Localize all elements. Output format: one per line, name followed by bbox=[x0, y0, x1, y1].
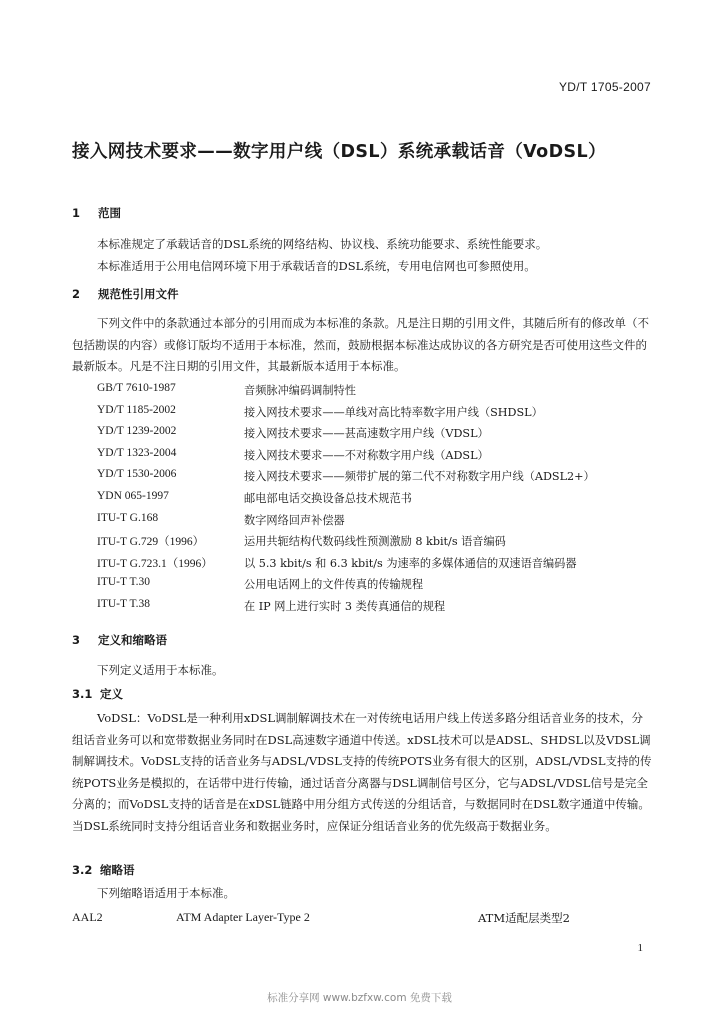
page-number: 1 bbox=[637, 942, 643, 954]
reference-title: 接入网技术要求——单线对高比特率数字用户线（SHDSL） bbox=[244, 405, 543, 419]
abbreviation-term: AAL2 bbox=[72, 910, 103, 924]
reference-item bbox=[97, 512, 637, 532]
definition-vodsl: VoDSL：VoDSL是一种利用xDSL调制解调技术在一对传统电话用户线上传送多路分组话音业务的技术，分组话音业务可以和宽带数据业务同时在DSL高速数字通道中传送。xDSL技术可以是ADSL、SHDSL以及VDSL调制解调技术。VoDSL支持的话音业务与ADSL/VDSL支持的传统POTS业务有很大的区别，ADSL/VDSL支持的传统POTS业务是模拟的，在话带中进行传输，通过话音分离器与DSL调制信号区分，它与ADSL/VDSL信号是完全分离的；而VoDSL支持的话音是在xDSL链路中用分组方式传送的分组话音，与数据同时在DSL数字通道中传输。当DSL系统同时支持分组话音业务和数据业务时，应保证分组话音业务的优先级高于数据业务。 bbox=[72, 711, 652, 833]
reference-code: YDN 065-1997 bbox=[97, 490, 169, 502]
reference-title: 接入网技术要求——甚高速数字用户线（VDSL） bbox=[244, 427, 489, 441]
section-3-intro: 下列定义适用于本标准。 bbox=[97, 663, 224, 677]
abbreviation-english: ATM Adapter Layer-Type 2 bbox=[176, 910, 310, 924]
document-title: 接入网技术要求——数字用户线（DSL）系统承载话音（VoDSL） bbox=[72, 142, 606, 162]
section-1-paragraph: 本标准适用于公用电信网环境下用于承载话音的DSL系统，专用电信网也可参照使用。 bbox=[97, 259, 536, 273]
subsection-3-2-heading bbox=[72, 862, 135, 878]
reference-item bbox=[97, 555, 637, 575]
section-number: 2 bbox=[72, 287, 81, 301]
reference-item bbox=[97, 490, 637, 510]
abbreviation-chinese: ATM适配层类型2 bbox=[478, 911, 570, 925]
reference-item bbox=[97, 382, 637, 402]
reference-item bbox=[97, 533, 637, 553]
reference-item bbox=[97, 598, 637, 618]
reference-code: GB/T 7610-1987 bbox=[97, 382, 176, 394]
reference-code: YD/T 1530-2006 bbox=[97, 468, 177, 481]
reference-item bbox=[97, 576, 637, 596]
reference-code: ITU-T T.30 bbox=[97, 576, 151, 589]
reference-code: ITU-T T.38 bbox=[97, 598, 151, 610]
reference-code: YD/T 1323-2004 bbox=[97, 446, 177, 459]
reference-title: 运用共轭结构代数码线性预测激励 8 kbit/s 语音编码 bbox=[244, 535, 506, 549]
reference-title: 接入网技术要求——不对称数字用户线（ADSL） bbox=[244, 448, 489, 462]
subsection-number: 3.1 bbox=[72, 687, 93, 701]
subsection-title: 定义 bbox=[100, 687, 123, 701]
abbreviation-row bbox=[72, 910, 652, 930]
reference-title: 接入网技术要求——频带扩展的第二代不对称数字用户线（ADSL2+） bbox=[244, 470, 595, 484]
reference-title: 公用电话网上的文件传真的传输规程 bbox=[244, 578, 424, 592]
reference-title: 邮电部电话交换设备总技术规范书 bbox=[244, 492, 412, 505]
reference-code: YD/T 1185-2002 bbox=[97, 403, 176, 416]
subsection-title: 缩略语 bbox=[100, 863, 135, 877]
reference-title: 在 IP 网上进行实时 3 类传真通信的规程 bbox=[244, 600, 446, 613]
reference-title: 以 5.3 kbit/s 和 6.3 kbit/s 为速率的多媒体通信的双速语音编码器 bbox=[244, 556, 577, 570]
subsection-3-1-heading bbox=[72, 686, 123, 702]
reference-code: ITU-T G.723.1（1996） bbox=[97, 557, 213, 570]
standard-number: YD/T 1705-2007 bbox=[558, 80, 651, 94]
section-2-heading bbox=[72, 286, 179, 302]
reference-item bbox=[97, 425, 637, 445]
subsection-number: 3.2 bbox=[72, 863, 93, 877]
section-number: 1 bbox=[72, 206, 81, 220]
section-2-intro: 下列文件中的条款通过本部分的引用而成为本标准的条款。凡是注日期的引用文件，其随后所有的修改单（不包括勘误的内容）或修订版均不适用于本标准，然而，鼓励根据本标准达成协议的各方研究是否可使用这些文件的最新版本。凡是不注日期的引用文件，其最新版本适用于本标准。 bbox=[72, 316, 649, 373]
section-title: 规范性引用文件 bbox=[98, 287, 179, 301]
section-3-heading bbox=[72, 632, 167, 648]
site-footer: 标准分享网 www.bzfxw.com 免费下载 bbox=[267, 992, 452, 1004]
section-title: 定义和缩略语 bbox=[98, 633, 167, 647]
reference-code: ITU-T G.168 bbox=[97, 511, 159, 524]
section-number: 3 bbox=[72, 633, 81, 647]
reference-item bbox=[97, 447, 637, 467]
reference-item bbox=[97, 404, 637, 424]
section-1-heading bbox=[72, 205, 121, 221]
reference-code: ITU-T G.729（1996） bbox=[97, 536, 205, 549]
reference-title: 数字网络回声补偿器 bbox=[244, 513, 345, 527]
abbreviations-intro: 下列缩略语适用于本标准。 bbox=[97, 886, 235, 900]
section-title: 范围 bbox=[98, 206, 121, 220]
reference-code: YD/T 1239-2002 bbox=[97, 425, 177, 438]
reference-title: 音频脉冲编码调制特性 bbox=[244, 384, 356, 397]
reference-item bbox=[97, 468, 637, 488]
section-1-paragraph: 本标准规定了承载话音的DSL系统的网络结构、协议栈、系统功能要求、系统性能要求。 bbox=[97, 237, 548, 251]
